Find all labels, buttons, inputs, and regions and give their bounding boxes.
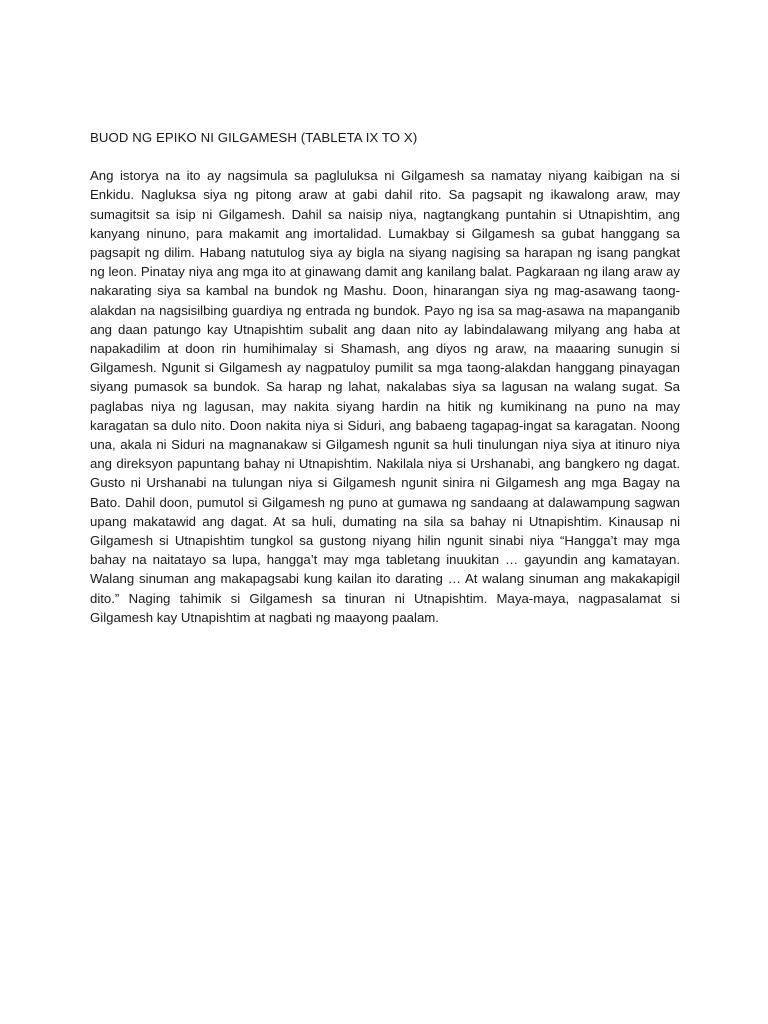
document-title: BUOD NG EPIKO NI GILGAMESH (TABLETA IX TO X) bbox=[90, 130, 418, 145]
document-content bbox=[90, 128, 680, 627]
document-body-paragraph: Ang istorya na ito ay nagsimula sa pagluluksa ni Gilgamesh sa namatay niyang kaibigan na si Enkidu. Nagluksa siya ng pitong araw at gabi dahil rito. Sa pagsapit ng ikawalong araw, may sumagitsit sa isip ni Gilgamesh. Dahil sa naisip niya, nagtangkang puntahin si Utnapishtim, ang kanyang ninuno, para makamit ang imortalidad. Lumakbay si Gilgamesh sa gubat hanggang sa pagsapit ng dilim. Habang natutulog siya ay bigla na siyang nagising sa harapan ng isang pangkat ng leon. Pinatay niya ang mga ito at ginawang damit ang kanilang balat. Pagkaraan ng ilang araw ay nakarating siya sa kambal na bundok ng Mashu. Doon, hinarangan siya ng mag-asawang taong-alakdan na nagsisilbing guardiya ng entrada ng bundok. Payo ng isa sa mag-asawa na mapanganib ang daan patungo kay Utnapishtim subalit ang daan nito ay labindalawang milyang ang haba at napakadilim at doon rin humihimalay si Shamash, ang diyos ng araw, na maaaring sunugin si Gilgamesh. Ngunit si Gilgamesh ay nagpatuloy pumilit sa mga taong-alakdan hanggang pinayagan siyang pumasok sa bundok. Sa harap ng lahat, nakalabas siya sa lagusan na walang sugat. Sa paglabas niya ng lagusan, may nakita siyang hardin na hitik ng kumikinang na puno na may karagatan sa dulo nito. Doon nakita niya si Siduri, ang babaeng tagapag-ingat sa karagatan. Noong una, akala ni Siduri na magnanakaw si Gilgamesh ngunit sa huli tinulungan niya siya at itinuro niya ang direksyon papuntang bahay ni Utnapishtim. Nakilala niya si Urshanabi, ang bangkero ng dagat. Gusto ni Urshanabi na tulungan niya si Gilgamesh ngunit sinira ni Gilgamesh ang mga Bagay na Bato. Dahil doon, pumutol si Gilgamesh ng puno at gumawa ng sandaang at dalawampung sagwan upang makatawid ang dagat. At sa huli, dumating na sila sa bahay ni Utnapishtim. Kinausap ni Gilgamesh si Utnapishtim tungkol sa gustong niyang hilin ngunit sinabi niya “Hangga’t may mga bahay na naitatayo sa lupa, hangga’t may mga tabletang inuukitan … gayundin ang kamatayan. Walang sinuman ang makapagsabi kung kailan ito darating … At walang sinuman ang makakapigil dito.” Naging tahimik si Gilgamesh sa tinuran ni Utnapishtim. Maya-maya, nagpasalamat si Gilgamesh kay Utnapishtim at nagbati ng maayong paalam. bbox=[90, 168, 680, 625]
